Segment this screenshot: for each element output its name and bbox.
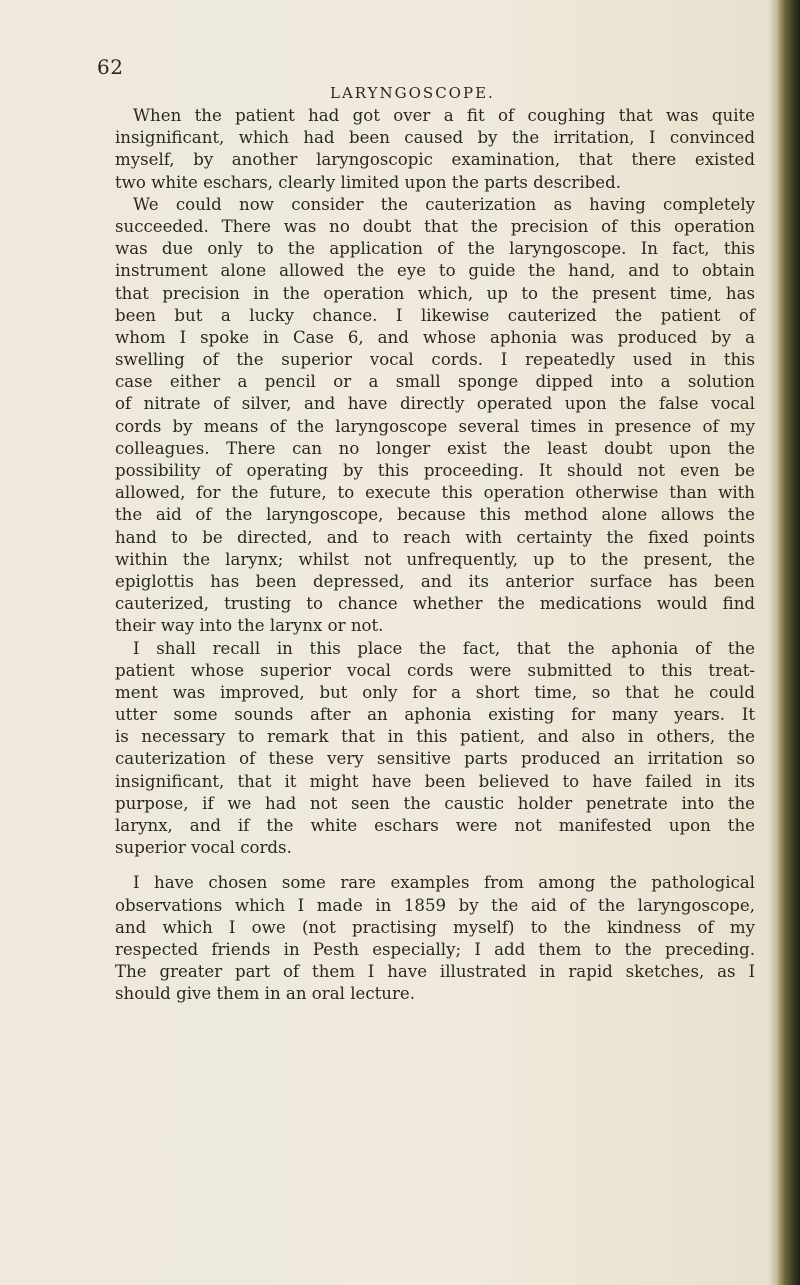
text-line: I shall recall in this place the fact, that the aphonia of the [133, 638, 755, 658]
text-line: colleagues. There can no longer exist the least doubt upon the [115, 438, 755, 458]
text-line: their way into the larynx or not. [115, 616, 384, 636]
text-line: cauterized, trusting to chance whether the medications would find [115, 594, 755, 614]
text-line: was due only to the application of the laryngoscope. In fact, this [115, 239, 755, 259]
text-line: insignificant, that it might have been believed to have failed in its [115, 771, 755, 791]
text-line: utter some sounds after an aphonia existing for many years. It [115, 705, 755, 725]
text-line: larynx, and if the white eschars were not manifested upon the [115, 816, 755, 835]
running-head: LARYNGOSCOPE. [330, 84, 495, 102]
text-line: been but a lucky chance. I likewise cauterized the patient of [115, 305, 755, 325]
text-line: purpose, if we had not seen the caustic holder penetrate into the [115, 793, 755, 813]
text-line: The greater part of them I have illustrated in rapid sketches, as I [115, 962, 755, 982]
text-line: We could now consider the cauterization as having completely [133, 194, 755, 214]
text-line: possibility of operating by this proceeding. It should not even be [115, 461, 755, 480]
text-line: allowed, for the future, to execute this operation otherwise than with [115, 483, 755, 503]
text-line: superior vocal cords. [115, 838, 292, 858]
paragraph-spacer [115, 859, 755, 872]
paragraph [115, 194, 755, 638]
text-line: is necessary to remark that in this patient, and also in others, the [115, 727, 755, 747]
text-line: cauterization of these very sensitive parts produced an irritation so [115, 749, 755, 769]
text-line: and which I owe (not practising myself) to the kindness of my [115, 917, 755, 937]
text-line: of nitrate of silver, and have directly operated upon the false vocal [115, 394, 755, 414]
text-line: the aid of the laryngoscope, because this method alone allows the [115, 505, 755, 525]
paragraph [115, 105, 755, 194]
text-line: cords by means of the laryngoscope several times in presence of my [115, 416, 755, 436]
text-line: succeeded. There was no doubt that the precision of this operation [115, 216, 755, 236]
paragraph [115, 872, 755, 1005]
paragraph [115, 638, 755, 860]
page-number: 62 [97, 55, 124, 79]
text-line: observations which I made in 1859 by the aid of the laryngoscope, [115, 895, 755, 915]
text-line: case either a pencil or a small sponge dipped into a solution [115, 372, 755, 392]
text-line: swelling of the superior vocal cords. I repeatedly used in this [115, 350, 755, 370]
body-text [115, 105, 755, 1006]
text-line: should give them in an oral lecture. [115, 984, 415, 1004]
text-line: two white eschars, clearly limited upon the parts described. [115, 172, 621, 192]
text-line: insignificant, which had been caused by the irritation, I convinced [115, 128, 755, 148]
text-line: ment was improved, but only for a short time, so that he could [115, 682, 755, 702]
text-line: that precision in the operation which, up to the present time, has [115, 283, 755, 303]
text-line: When the patient had got over a fit of coughing that was quite [133, 106, 755, 125]
text-line: hand to be directed, and to reach with certainty the fixed points [115, 527, 755, 547]
text-line: myself, by another laryngoscopic examination, that there existed [115, 150, 755, 170]
text-line: within the larynx; whilst not unfrequently, up to the present, the [115, 549, 755, 569]
text-line: patient whose superior vocal cords were submitted to this treat- [115, 660, 755, 680]
book-binding-edge [778, 0, 800, 1285]
text-line: whom I spoke in Case 6, and whose aphonia was produced by a [115, 327, 755, 347]
text-line: epiglottis has been depressed, and its anterior surface has been [115, 571, 755, 591]
text-line: respected friends in Pesth especially; I add them to the preceding. [115, 939, 755, 959]
text-line: I have chosen some rare examples from among the pathological [133, 873, 755, 893]
text-line: instrument alone allowed the eye to guide the hand, and to obtain [115, 261, 755, 281]
